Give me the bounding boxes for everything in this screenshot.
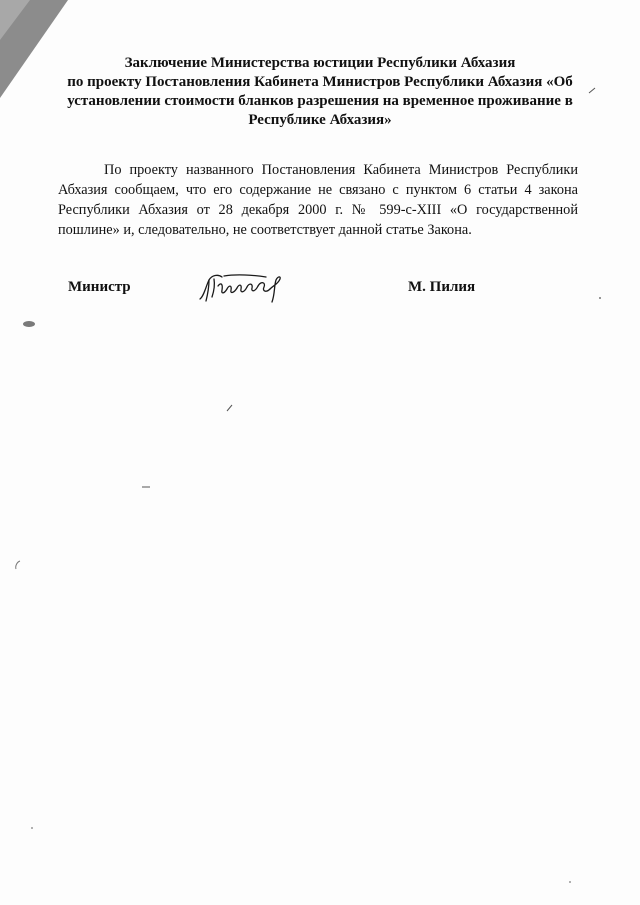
scan-speck	[22, 320, 36, 328]
title-line-3: установлении стоимости бланков разрешения на временное проживание в	[67, 93, 573, 109]
signatory-name: М. Пилия	[408, 279, 476, 295]
scan-speck	[30, 826, 34, 830]
handwritten-signature	[196, 272, 296, 306]
body-paragraph-text: По проекту названного Постановления Кабинета Министров Республики Абхазия сообщаем, что его содержание не связано с пунктом 6 статьи 4 закона Республики Абхазия от 28 декабря 2000 г. № 599-с-XIII «О государственной пошлине» и, следовательно, не соответствует данной статье Закона.	[58, 162, 578, 238]
scan-speck	[588, 86, 596, 94]
signatory-position: Министр	[68, 279, 131, 295]
scan-speck	[14, 560, 22, 570]
scan-speck	[568, 880, 572, 884]
title-line-1: Заключение Министерства юстиции Республики Абхазия	[124, 55, 516, 71]
signature-block	[0, 272, 640, 312]
document-title	[30, 54, 610, 130]
title-line-4: Республике Абхазия»	[248, 112, 392, 128]
scan-speck	[598, 296, 602, 300]
title-line-2: по проекту Постановления Кабинета Министров Республики Абхазия «Об	[67, 74, 573, 90]
body-paragraph	[58, 160, 578, 240]
scan-speck	[142, 485, 150, 489]
scan-speck	[226, 404, 234, 412]
